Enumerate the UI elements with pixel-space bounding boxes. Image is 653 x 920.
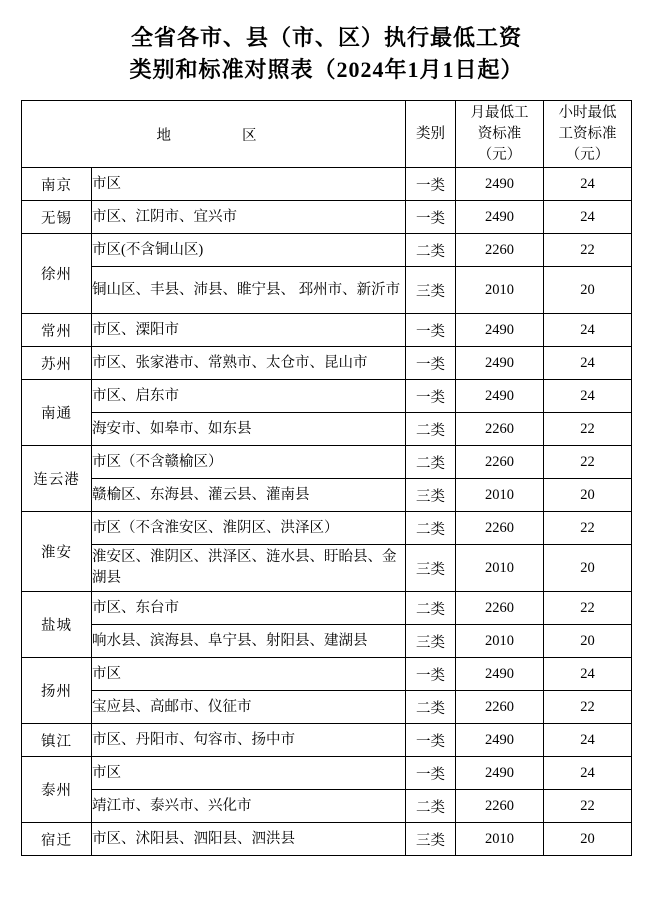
- hourly-wage-cell: 24: [544, 201, 632, 234]
- monthly-wage-cell: 2490: [456, 314, 544, 347]
- header-region: 地 区: [22, 101, 406, 168]
- page-title: [0, 0, 653, 100]
- area-cell: 市区、东台市: [92, 592, 406, 625]
- city-name-cell: 苏州: [22, 347, 92, 380]
- header-monthly-line-2: 资标准: [477, 125, 522, 142]
- hourly-wage-cell: 20: [544, 545, 632, 592]
- area-cell: 淮安区、淮阴区、洪泽区、涟水县、盱眙县、金湖县: [92, 545, 406, 592]
- hourly-wage-cell: 20: [544, 625, 632, 658]
- table-row: [22, 234, 632, 267]
- monthly-wage-cell: 2490: [456, 380, 544, 413]
- area-cell: 靖江市、泰兴市、兴化市: [92, 790, 406, 823]
- hourly-wage-cell: 22: [544, 446, 632, 479]
- city-name-cell: 镇江: [22, 724, 92, 757]
- category-cell: 一类: [406, 314, 456, 347]
- table-row: [22, 314, 632, 347]
- hourly-wage-cell: 22: [544, 592, 632, 625]
- category-cell: 二类: [406, 592, 456, 625]
- header-monthly-wage: [456, 101, 544, 168]
- hourly-wage-cell: 20: [544, 267, 632, 314]
- table-row: [22, 413, 632, 446]
- category-cell: 二类: [406, 234, 456, 267]
- monthly-wage-cell: 2010: [456, 267, 544, 314]
- table-body: [22, 168, 632, 856]
- monthly-wage-cell: 2260: [456, 446, 544, 479]
- city-name-cell: 连云港: [22, 446, 92, 512]
- area-cell: 市区（不含淮安区、淮阴区、洪泽区）: [92, 512, 406, 545]
- hourly-wage-cell: 24: [544, 380, 632, 413]
- area-cell: 市区: [92, 757, 406, 790]
- hourly-wage-cell: 24: [544, 347, 632, 380]
- category-cell: 一类: [406, 201, 456, 234]
- table-row: [22, 592, 632, 625]
- header-hourly-line-3: （元）: [565, 146, 610, 163]
- table-row: [22, 724, 632, 757]
- table-row: [22, 691, 632, 724]
- monthly-wage-cell: 2490: [456, 168, 544, 201]
- header-category: 类别: [406, 101, 456, 168]
- hourly-wage-cell: 24: [544, 168, 632, 201]
- table-row: [22, 201, 632, 234]
- area-cell: 响水县、滨海县、阜宁县、射阳县、建湖县: [92, 625, 406, 658]
- table-row: [22, 512, 632, 545]
- hourly-wage-cell: 24: [544, 658, 632, 691]
- category-cell: 二类: [406, 790, 456, 823]
- minimum-wage-table: [21, 100, 632, 856]
- hourly-wage-cell: 22: [544, 512, 632, 545]
- table-row: [22, 380, 632, 413]
- city-name-cell: 南通: [22, 380, 92, 446]
- table-row: [22, 267, 632, 314]
- monthly-wage-cell: 2490: [456, 757, 544, 790]
- category-cell: 三类: [406, 479, 456, 512]
- table-row: [22, 625, 632, 658]
- area-cell: 市区、江阴市、宜兴市: [92, 201, 406, 234]
- hourly-wage-cell: 22: [544, 790, 632, 823]
- hourly-wage-cell: 22: [544, 413, 632, 446]
- header-monthly-line-1: 月最低工: [470, 104, 529, 121]
- monthly-wage-cell: 2490: [456, 658, 544, 691]
- category-cell: 三类: [406, 267, 456, 314]
- area-cell: 市区、启东市: [92, 380, 406, 413]
- area-cell: 市区、沭阳县、泗阳县、泗洪县: [92, 823, 406, 856]
- city-name-cell: 盐城: [22, 592, 92, 658]
- monthly-wage-cell: 2010: [456, 479, 544, 512]
- hourly-wage-cell: 20: [544, 823, 632, 856]
- category-cell: 一类: [406, 380, 456, 413]
- category-cell: 一类: [406, 168, 456, 201]
- monthly-wage-cell: 2260: [456, 592, 544, 625]
- table-row: [22, 479, 632, 512]
- category-cell: 二类: [406, 446, 456, 479]
- area-cell: 市区: [92, 658, 406, 691]
- area-cell: 市区（不含赣榆区）: [92, 446, 406, 479]
- city-name-cell: 泰州: [22, 757, 92, 823]
- header-hourly-wage: [544, 101, 632, 168]
- monthly-wage-cell: 2010: [456, 625, 544, 658]
- table-row: [22, 757, 632, 790]
- area-cell: 宝应县、高邮市、仪征市: [92, 691, 406, 724]
- table-row: [22, 658, 632, 691]
- monthly-wage-cell: 2260: [456, 512, 544, 545]
- table-header: [22, 101, 632, 168]
- table-row: [22, 545, 632, 592]
- monthly-wage-cell: 2490: [456, 347, 544, 380]
- title-line-1: 全省各市、县（市、区）执行最低工资: [130, 25, 522, 50]
- monthly-wage-cell: 2490: [456, 724, 544, 757]
- monthly-wage-cell: 2260: [456, 234, 544, 267]
- table-row: [22, 347, 632, 380]
- title-line-2: 类别和标准对照表（2024年1月1日起）: [129, 57, 524, 82]
- monthly-wage-cell: 2260: [456, 691, 544, 724]
- city-name-cell: 淮安: [22, 512, 92, 592]
- hourly-wage-cell: 22: [544, 691, 632, 724]
- area-cell: 市区: [92, 168, 406, 201]
- monthly-wage-cell: 2010: [456, 823, 544, 856]
- category-cell: 一类: [406, 724, 456, 757]
- category-cell: 三类: [406, 545, 456, 592]
- area-cell: 市区、溧阳市: [92, 314, 406, 347]
- city-name-cell: 南京: [22, 168, 92, 201]
- category-cell: 三类: [406, 625, 456, 658]
- hourly-wage-cell: 24: [544, 724, 632, 757]
- area-cell: 市区(不含铜山区): [92, 234, 406, 267]
- category-cell: 三类: [406, 823, 456, 856]
- hourly-wage-cell: 22: [544, 234, 632, 267]
- area-cell: 市区、张家港市、常熟市、太仓市、昆山市: [92, 347, 406, 380]
- city-name-cell: 常州: [22, 314, 92, 347]
- category-cell: 二类: [406, 413, 456, 446]
- category-cell: 二类: [406, 691, 456, 724]
- table-row: [22, 446, 632, 479]
- city-name-cell: 宿迁: [22, 823, 92, 856]
- hourly-wage-cell: 24: [544, 314, 632, 347]
- header-hourly-line-2: 工资标准: [558, 125, 617, 142]
- header-hourly-line-1: 小时最低: [558, 104, 617, 121]
- city-name-cell: 徐州: [22, 234, 92, 314]
- area-cell: 海安市、如皋市、如东县: [92, 413, 406, 446]
- city-name-cell: 扬州: [22, 658, 92, 724]
- monthly-wage-cell: 2490: [456, 201, 544, 234]
- area-cell: 铜山区、丰县、沛县、睢宁县、 邳州市、新沂市: [92, 267, 406, 314]
- area-cell: 赣榆区、东海县、灌云县、灌南县: [92, 479, 406, 512]
- category-cell: 一类: [406, 347, 456, 380]
- hourly-wage-cell: 20: [544, 479, 632, 512]
- table-row: [22, 168, 632, 201]
- header-monthly-line-3: （元）: [477, 146, 522, 163]
- category-cell: 一类: [406, 658, 456, 691]
- table-row: [22, 823, 632, 856]
- table-row: [22, 790, 632, 823]
- category-cell: 一类: [406, 757, 456, 790]
- category-cell: 二类: [406, 512, 456, 545]
- area-cell: 市区、丹阳市、句容市、扬中市: [92, 724, 406, 757]
- city-name-cell: 无锡: [22, 201, 92, 234]
- monthly-wage-cell: 2260: [456, 413, 544, 446]
- hourly-wage-cell: 24: [544, 757, 632, 790]
- monthly-wage-cell: 2010: [456, 545, 544, 592]
- header-row: [22, 101, 632, 168]
- monthly-wage-cell: 2260: [456, 790, 544, 823]
